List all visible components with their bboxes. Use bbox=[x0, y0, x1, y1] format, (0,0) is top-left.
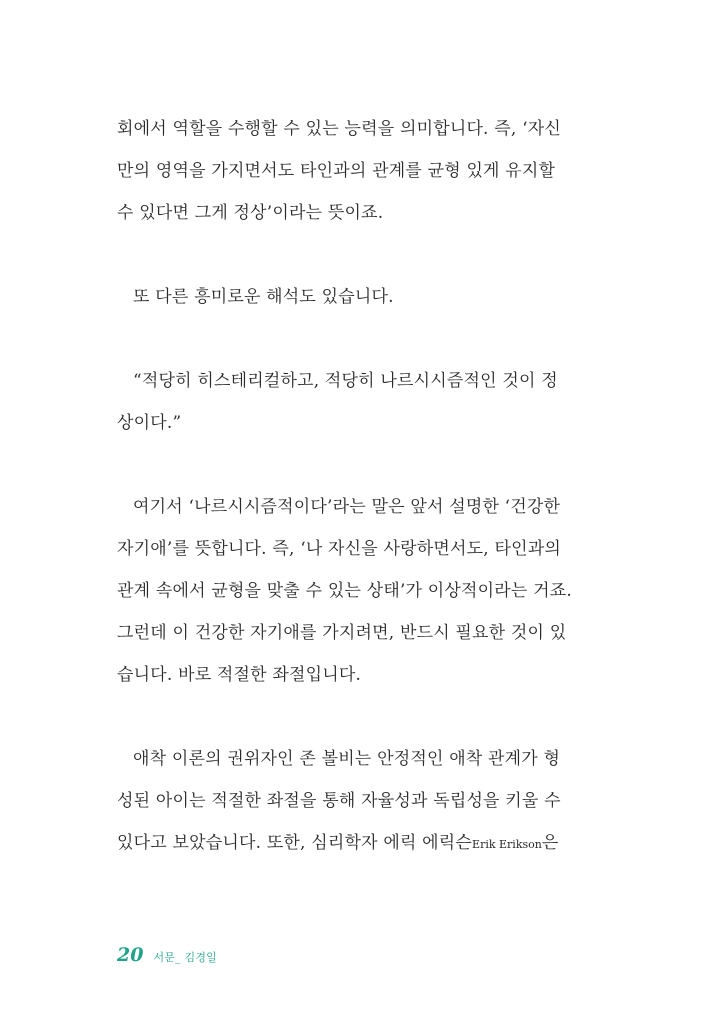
text-line: 만의 영역을 가지면서도 타인과의 관계를 균형 있게 유지할 bbox=[117, 161, 556, 181]
text-line: 수 있다면 그게 정상’이라는 뜻이죠. bbox=[117, 203, 384, 223]
text-line: 상이다.” bbox=[117, 413, 182, 433]
text-line-last bbox=[117, 831, 587, 857]
text-line-start: 있다고 보았습니다. 또한, 심리학자 에릭 에릭슨 bbox=[117, 833, 473, 853]
text-line: 습니다. 바로 적절한 좌절입니다. bbox=[117, 665, 362, 685]
text-line: 관계 속에서 균형을 맞출 수 있는 상태’가 이상적이라는 거죠. bbox=[117, 581, 572, 601]
text-line: 회에서 역할을 수행할 수 있는 능력을 의미합니다. 즉, ‘자신 bbox=[117, 119, 561, 139]
text-line: “적당히 히스테리컬하고, 적당히 나르시시즘적인 것이 정 bbox=[133, 371, 558, 391]
text-line: 애착 이론의 권위자인 존 볼비는 안정적인 애착 관계가 형 bbox=[133, 749, 561, 769]
text-line: 자기애’를 뜻합니다. 즉, ‘나 자신을 사랑하면서도, 타인과의 bbox=[117, 539, 561, 559]
text-line: 그런데 이 건강한 자기애를 가지려면, 반드시 필요한 것이 있 bbox=[117, 623, 567, 643]
text-line: 또 다른 흥미로운 해석도 있습니다. bbox=[133, 287, 394, 307]
page-number: 20 bbox=[117, 944, 144, 966]
text-line: 여기서 ‘나르시시즘적이다’라는 말은 앞서 설명한 ‘건강한 bbox=[133, 497, 561, 517]
text-line: 성된 아이는 적절한 좌절을 통해 자율성과 독립성을 키울 수 bbox=[117, 791, 561, 811]
latin-name: Erik Erikson bbox=[472, 838, 542, 851]
page-footer bbox=[117, 944, 217, 972]
text-line-end: 은 bbox=[541, 833, 559, 853]
running-head: 서문_ 김경일 bbox=[153, 951, 217, 964]
